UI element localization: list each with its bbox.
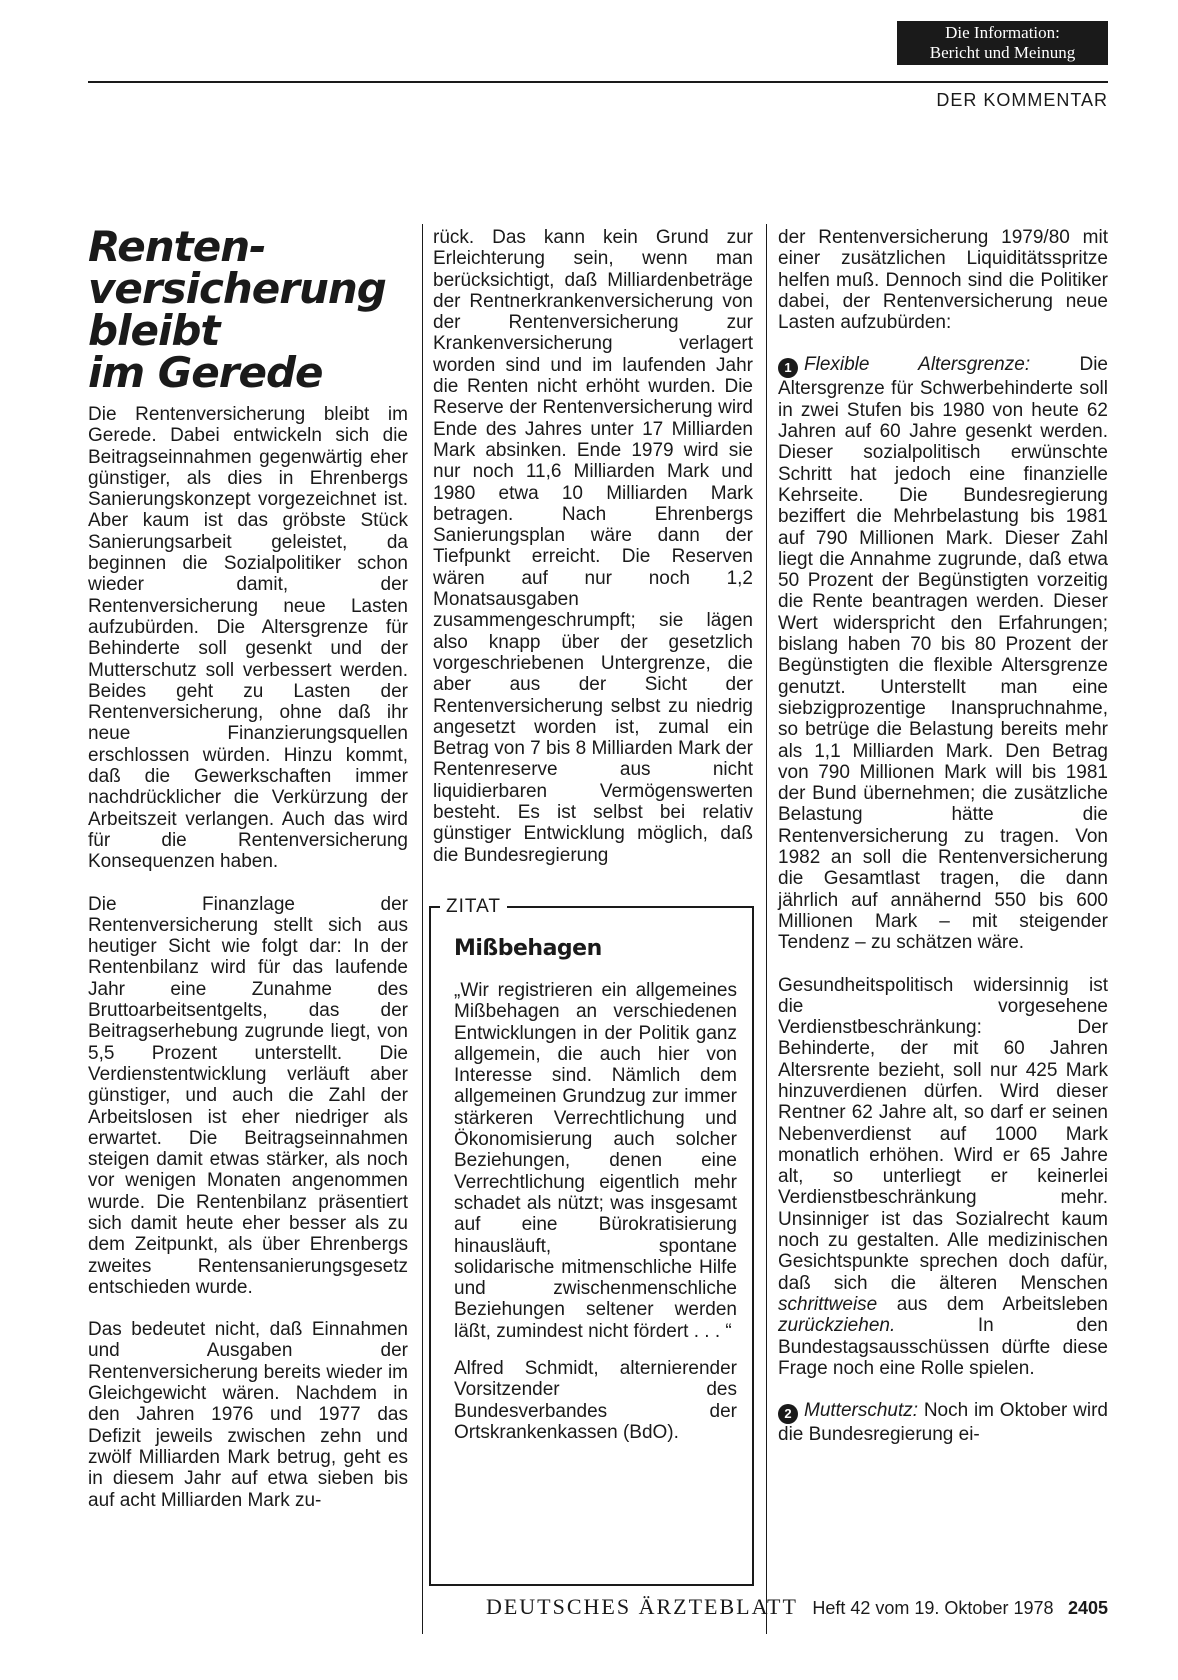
- quote-body: [454, 980, 737, 1459]
- page-number: 2405: [1067, 1598, 1108, 1618]
- quote-text: „Wir registrieren ein allgemeines Mißbehagen an verschiedenen Entwicklungen in der Politik ganz allgemein, die auch hier von Interesse sind. Nämlich dem allgemeinen Grundzug zur immer stärkeren Verrechtlichung und Ökonomisierung auch solcher Beziehungen, denen eine Verrechtlichung eigentlich mehr schadet als nützt; was insgesamt auf eine Bürokratisierung hinausläuft, spontane solidarische mitmenschliche Hilfe und zwischenmenschliche Beziehungen seltener werden läßt, zumindest nicht fördert . . . “: [454, 980, 737, 1342]
- column-divider: [422, 224, 423, 1634]
- column-divider: [766, 224, 767, 1634]
- item-label: Flexible Altersgrenze:: [804, 354, 1031, 376]
- section-label: [897, 21, 1108, 65]
- number-1-icon: 1: [778, 358, 798, 378]
- article-headline: [88, 222, 388, 397]
- page-footer: [88, 1594, 1108, 1620]
- text-span: Gesundheitspolitisch widersinnig ist die vorgesehene Verdienstbeschränkung: Der Behinderte, der mit 60 Jahren Altersrente bezieht, soll nur 425 Mark hinzuverdienen dürfen. Wird dieser Rentner 62 Jahre alt, so darf er seinen Nebenverdienst auf 1000 Mark monatlich erhöhen. Wird er 65 Jahre alt, so unterliegt er keinerlei Verdienstbeschränkung mehr. Unsinniger ist das Sozialrecht kaum noch zu gestalten. Alle medizinischen Gesichtspunkte sprechen doch dafür, daß sich die älteren Menschen: [778, 974, 1108, 1294]
- emphasis: schrittweise: [778, 1293, 878, 1315]
- section-label-line1: Die Information:: [945, 23, 1060, 42]
- paragraph: der Rentenversicherung 1979/80 mit einer zusätzlichen Liquiditätsspritze helfen muß. Dennoch sind die Politiker dabei, der Rentenversicherung neue Lasten aufzubürden:: [778, 227, 1108, 334]
- header-rule: [88, 81, 1108, 83]
- issue-info: Heft 42 vom 19. Oktober 1978: [812, 1598, 1054, 1618]
- headline-line: bleibt: [88, 306, 220, 355]
- item-text: Noch im Oktober wird die Bundesregierung ei-: [778, 1400, 1108, 1446]
- list-item: [778, 1400, 1108, 1445]
- category-label: DER KOMMENTAR: [936, 90, 1108, 110]
- emphasis: zurückziehen.: [778, 1315, 896, 1337]
- paragraph: [778, 975, 1108, 1380]
- number-2-icon: 2: [778, 1404, 798, 1424]
- text-span: In den Bundestagsausschüssen dürfte diese Frage noch eine Rolle spielen.: [778, 1315, 1108, 1379]
- quote-attribution: Alfred Schmidt, alternierender Vorsitzender des Bundesverbandes der Ortskrankenkassen (BdO).: [454, 1358, 737, 1443]
- column-1: [88, 404, 408, 1532]
- column-3: [778, 227, 1108, 1466]
- journal-name: DEUTSCHES ÄRZTEBLATT: [485, 1594, 798, 1619]
- column-2: [433, 227, 753, 887]
- quote-tag: ZITAT: [440, 896, 507, 918]
- item-text: Die Altersgrenze für Schwerbehinderte soll in zwei Stufen bis 1980 von heute 62 Jahren auf 60 Jahre gesenkt werden. Dieser sozialpolitisch erwünschte Schritt hat jedoch eine finanzielle Kehrseite. Die Bundesregierung beziffert die Mehrbelastung bis 1981 auf 790 Millionen Mark. Dieser Zahl liegt die Annahme zugrunde, daß etwa 50 Prozent der Begünstigten vorzeitig die Rente beantragen werden. Dieser Wert widerspricht den Erfahrungen; bislang haben 70 bis 80 Prozent der Begünstigten die flexible Altersgrenze genutzt. Unterstellt man eine siebzigprozentige Inanspruchnahme, so betrüge die Belastung bereits mehr als 1,1 Milliarden Mark. Den Betrag von 790 Millionen Mark will bis 1981 der Bund übernehmen; die zusätzliche Belastung hätte die Rentenversicherung zu tragen. Von 1982 an soll die Rentenversicherung die Gesamtlast tragen, die dann jährlich auf annähernd 550 bis 600 Millionen Mark – mit steigender Tendenz – zu schätzen wäre.: [778, 354, 1108, 954]
- item-label: Mutterschutz:: [804, 1400, 919, 1422]
- headline-line: Renten-: [88, 222, 266, 271]
- section-label-line2: Bericht und Meinung: [929, 43, 1076, 62]
- paragraph: Das bedeutet nicht, daß Einnahmen und Ausgaben der Rentenversicherung bereits wieder im Gleichgewicht wären. Nachdem in den Jahren 1976 und 1977 das Defizit jeweils zwischen zehn und zwölf Milliarden Mark betrug, geht es in diesem Jahr auf etwa sieben bis auf acht Milliarden Mark zu-: [88, 1319, 408, 1511]
- list-item: [778, 354, 1108, 953]
- text-span: aus dem Arbeitsleben: [877, 1293, 1108, 1315]
- paragraph: rück. Das kann kein Grund zur Erleichterung sein, wenn man berücksichtigt, daß Milliardenbeträge der Rentnerkrankenversicherung von der Rentenversicherung zur Krankenversicherung verlagert worden sind und im laufenden Jahr die Renten nicht erhöht wurden. Die Reserve der Rentenversicherung wird Ende des Jahres unter 17 Milliarden Mark absinken. Ende 1979 wird sie nur noch 11,6 Milliarden Mark und 1980 etwa 10 Milliarden Mark betragen. Nach Ehrenbergs Sanierungsplan wäre dann der Tiefpunkt erreicht. Die Reserven wären auf nur noch 1,2 Monatsausgaben zusammengeschrumpft; sie lägen also knapp über der gesetzlich vorgeschriebenen Untergrenze, die aber aus der Sicht der Rentenversicherung selbst zu niedrig angesetzt worden ist, zumal ein Betrag von 7 bis 8 Milliarden Mark der Rentenreserve aus nicht liquidierbaren Vermögenswerten besteht. Es ist selbst bei relativ günstiger Entwicklung möglich, daß die Bundesregierung: [433, 227, 753, 866]
- headline-line: im Gerede: [88, 348, 323, 397]
- paragraph: Die Rentenversicherung bleibt im Gerede. Dabei entwickeln sich die Beitragseinnahmen gegenwärtig eher günstiger, als dies in Ehrenbergs Sanierungskonzept vorgezeichnet ist. Aber kaum ist das gröbste Stück Sanierungsarbeit geleistet, da beginnen die Sozialpolitiker schon wieder damit, der Rentenversicherung neue Lasten aufzubürden. Die Altersgrenze für Behinderte soll gesenkt und der Mutterschutz soll verbessert werden. Beides geht zu Lasten der Rentenversicherung, ohne daß ihr neue Finanzierungsquellen erschlossen würden. Hinzu kommt, daß die Gewerkschaften immer nachdrücklicher die Verkürzung der Arbeitszeit verlangen. Auch das wird für die Rentenversicherung Konsequenzen haben.: [88, 404, 408, 873]
- paragraph: Die Finanzlage der Rentenversicherung stellt sich aus heutiger Sicht wie folgt dar: In der Rentenbilanz wird für das laufende Jahr eine Zunahme des Bruttoarbeitsentgelts, das der Beitragserhebung zugrunde liegt, von 5,5 Prozent unterstellt. Die Verdienstentwicklung verläuft aber günstiger, und auch die Zahl der Arbeitslosen ist eher niedriger als erwartet. Die Beitragseinnahmen steigen damit etwas stärker, als noch vor wenigen Monaten angenommen wurde. Die Rentenbilanz präsentiert sich damit heute eher besser als zu dem Zeitpunkt, als über Ehrenbergs zweites Rentensanierungsgesetz entschieden wurde.: [88, 893, 408, 1298]
- quote-title: Mißbehagen: [454, 936, 602, 961]
- headline-line: versicherung: [88, 264, 386, 313]
